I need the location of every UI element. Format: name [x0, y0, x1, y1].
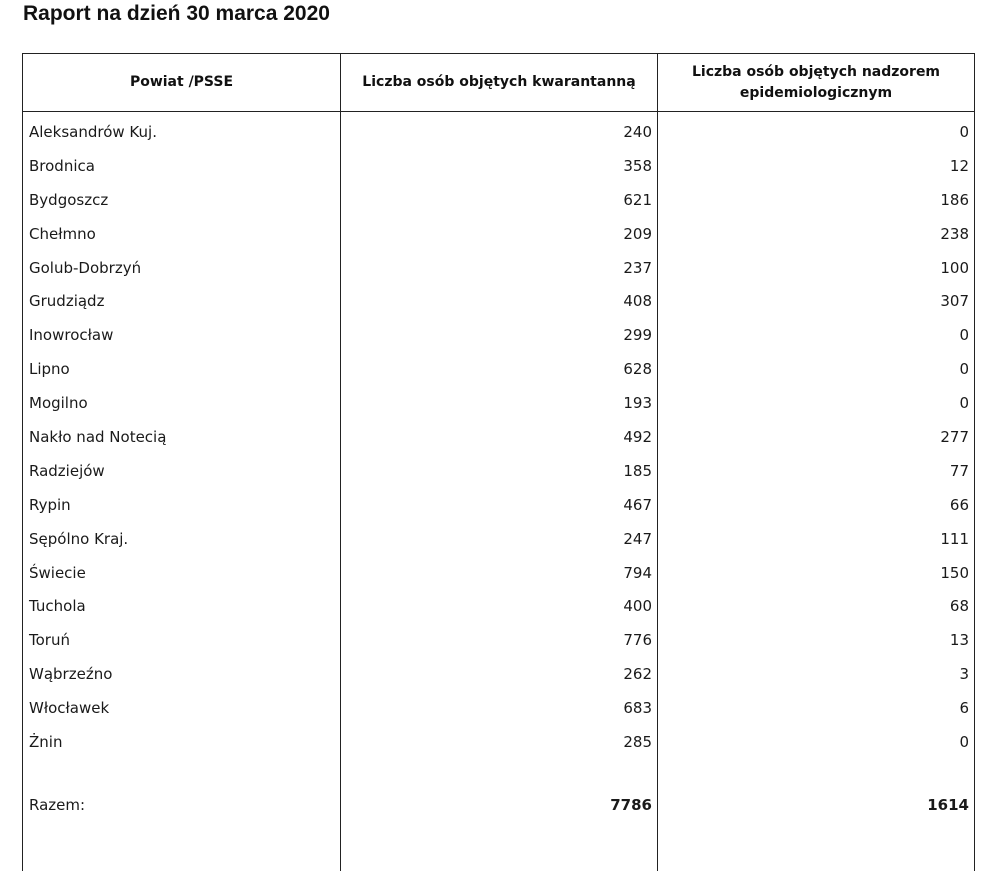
supervision-count: 77 [949, 461, 969, 480]
supervision-count: 277 [940, 428, 969, 447]
powiat-name: Grudziądz [29, 292, 105, 311]
powiat-name: Sępólno Kraj. [29, 529, 129, 548]
powiat-name: Żnin [29, 733, 63, 752]
supervision-count: 0 [959, 394, 969, 413]
header-quarantine: Liczba osób objętych kwarantanną [362, 74, 636, 90]
table-row [23, 285, 974, 319]
supervision-count: 186 [940, 190, 969, 209]
quarantine-count: 193 [623, 394, 652, 413]
supervision-count: 0 [959, 123, 969, 141]
quarantine-count: 358 [623, 156, 652, 175]
table-row [23, 658, 974, 692]
table-body [23, 116, 974, 760]
powiat-name: Toruń [29, 631, 70, 650]
supervision-count: 0 [959, 360, 969, 379]
quarantine-count: 209 [623, 224, 652, 243]
powiat-name: Świecie [29, 563, 86, 582]
powiat-name: Nakło nad Notecią [29, 428, 167, 447]
quarantine-count: 262 [623, 665, 652, 684]
powiat-name: Radziejów [29, 461, 105, 480]
powiat-name: Lipno [29, 360, 70, 379]
powiat-name: Inowrocław [29, 326, 114, 345]
header-powiat: Powiat /PSSE [129, 74, 234, 90]
table-row [23, 252, 974, 286]
powiat-name: Włocławek [29, 699, 110, 718]
powiat-name: Brodnica [29, 156, 95, 175]
powiat-name: Golub-Dobrzyń [29, 258, 142, 277]
quarantine-count: 237 [623, 258, 652, 277]
supervision-count: 150 [940, 563, 969, 582]
table-row [23, 116, 974, 150]
table-row [23, 590, 974, 624]
powiat-name: Aleksandrów Kuj. [29, 123, 157, 141]
quarantine-count: 240 [623, 123, 652, 141]
quarantine-count: 400 [623, 597, 652, 616]
table-row [23, 353, 974, 387]
report-title: Raport na dzień 30 marca 2020 [23, 2, 330, 25]
supervision-count: 3 [959, 665, 969, 684]
table-row [23, 557, 974, 591]
table-row [23, 624, 974, 658]
powiat-name: Rypin [29, 495, 71, 514]
report-table [22, 53, 975, 871]
quarantine-count: 683 [623, 699, 652, 718]
quarantine-count: 185 [623, 461, 652, 480]
table-row [23, 523, 974, 557]
total-supervision: 1614 [927, 796, 969, 814]
supervision-count: 66 [949, 495, 969, 514]
quarantine-count: 299 [623, 326, 652, 345]
quarantine-count: 794 [623, 563, 652, 582]
table-row [23, 421, 974, 455]
powiat-name: Wąbrzeźno [29, 665, 113, 684]
powiat-name: Chełmno [29, 224, 96, 243]
quarantine-count: 492 [623, 428, 652, 447]
total-row [23, 788, 974, 822]
quarantine-count: 408 [623, 292, 652, 311]
powiat-name: Bydgoszcz [29, 190, 109, 209]
table-row [23, 726, 974, 760]
table-row [23, 455, 974, 489]
supervision-count: 307 [940, 292, 969, 311]
table-row [23, 319, 974, 353]
supervision-count: 0 [959, 326, 969, 345]
quarantine-count: 247 [623, 529, 652, 548]
supervision-count: 111 [940, 529, 969, 548]
header-supervision: Liczba osób objętych nadzorem epidemiologicznym [691, 63, 941, 101]
quarantine-count: 621 [623, 190, 652, 209]
table-row [23, 218, 974, 252]
supervision-count: 0 [959, 733, 969, 752]
supervision-count: 238 [940, 224, 969, 243]
powiat-name: Tuchola [29, 597, 86, 616]
table-row [23, 387, 974, 421]
total-label: Razem: [29, 796, 86, 814]
table-row [23, 489, 974, 523]
quarantine-count: 285 [623, 733, 652, 752]
supervision-count: 100 [940, 258, 969, 277]
powiat-name: Mogilno [29, 394, 88, 413]
supervision-count: 68 [949, 597, 969, 616]
supervision-count: 12 [949, 156, 969, 175]
header-divider [23, 111, 974, 112]
supervision-count: 6 [959, 699, 969, 718]
supervision-count: 13 [949, 631, 969, 650]
table-row [23, 150, 974, 184]
quarantine-count: 467 [623, 495, 652, 514]
total-quarantine: 7786 [610, 796, 652, 814]
table-row [23, 692, 974, 726]
quarantine-count: 776 [623, 631, 652, 650]
table-row [23, 184, 974, 218]
quarantine-count: 628 [623, 360, 652, 379]
